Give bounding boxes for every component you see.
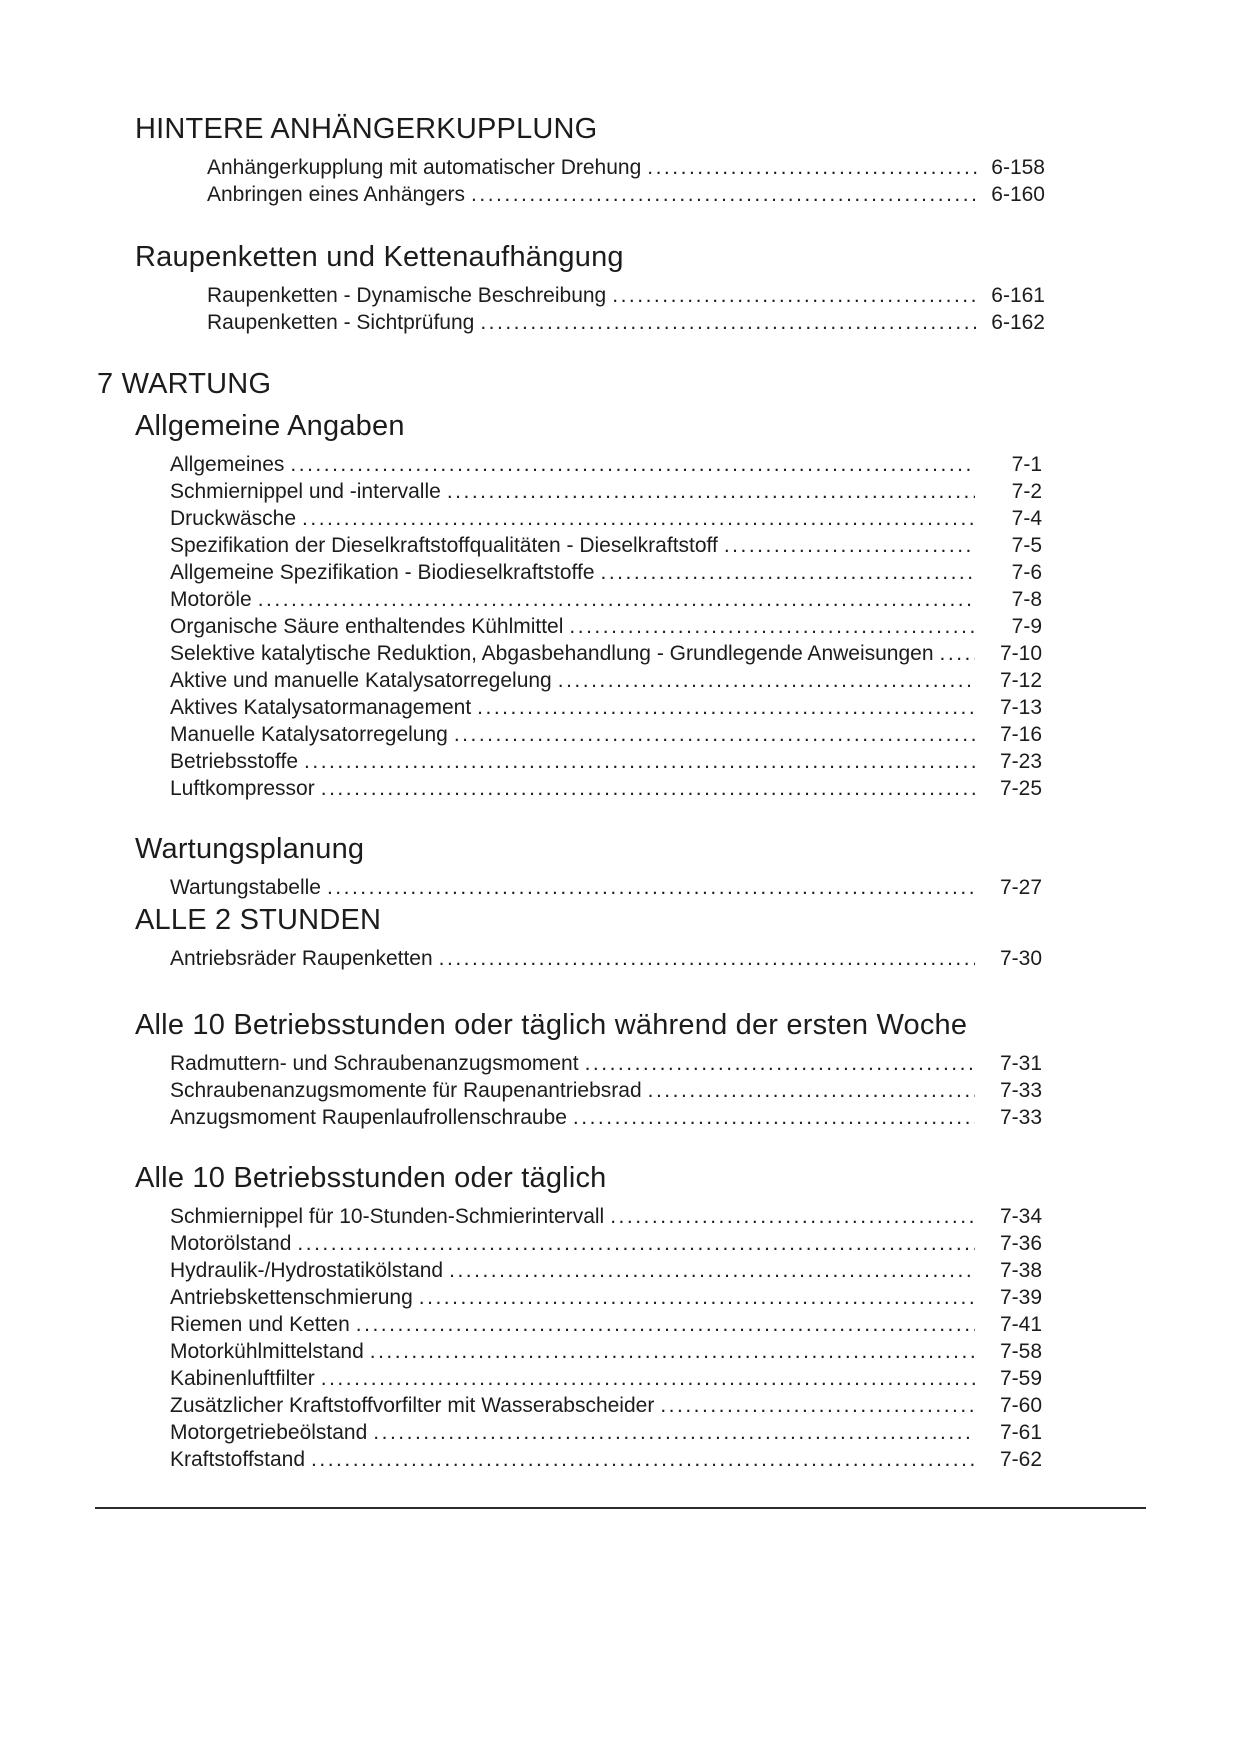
toc-entry-title: Schmiernippel und -intervalle — [170, 480, 441, 503]
toc-entry-title: Kraftstoffstand — [170, 1448, 306, 1471]
toc-entry-title: Motoröle — [170, 588, 252, 611]
section-heading: ALLE 2 STUNDEN — [135, 904, 382, 936]
dot-leader — [647, 154, 978, 181]
dot-leader — [569, 613, 975, 640]
toc-entry-page: 7-25 — [999, 777, 1042, 800]
toc-entry — [170, 1203, 1042, 1230]
toc-entry — [170, 451, 1042, 478]
section-entries — [170, 451, 1042, 802]
toc-entry — [170, 1419, 1042, 1446]
dot-leader — [477, 694, 975, 721]
section-entries — [170, 945, 1042, 972]
toc-entry — [170, 1311, 1042, 1338]
section-entries — [170, 1203, 1042, 1473]
dot-leader — [439, 945, 975, 972]
dot-leader — [311, 1446, 975, 1473]
section-heading: HINTERE ANHÄNGERKUPPLUNG — [135, 113, 598, 145]
dot-leader — [297, 1230, 975, 1257]
toc-entry — [170, 694, 1042, 721]
dot-leader — [419, 1284, 975, 1311]
toc-entry — [170, 586, 1042, 613]
toc-section — [0, 367, 1241, 401]
toc-entry-title: Hydraulik-/Hydrostatikölstand — [170, 1259, 444, 1282]
toc-entry-page: 7-41 — [999, 1313, 1042, 1336]
toc-entry-title: Antriebsräder Raupenketten — [170, 947, 433, 970]
toc-entry — [170, 874, 1042, 901]
toc-entry — [170, 775, 1042, 802]
dot-leader — [302, 505, 975, 532]
toc-entry-page: 7-10 — [999, 642, 1042, 665]
toc-entry-page: 7-5 — [1011, 534, 1042, 557]
toc-entry — [170, 1077, 1042, 1104]
toc-entry-title: Schraubenanzugsmomente für Raupenantriebsrad — [170, 1079, 642, 1102]
toc-entry — [207, 181, 1045, 208]
toc-entry-page: 7-13 — [999, 696, 1042, 719]
toc-entry — [170, 1446, 1042, 1473]
dot-leader — [648, 1077, 975, 1104]
section-entries — [170, 1050, 1042, 1131]
dot-leader — [447, 478, 975, 505]
dot-leader — [585, 1050, 975, 1077]
dot-leader — [558, 667, 975, 694]
dot-leader — [471, 181, 978, 208]
toc-entry-title: Radmuttern- und Schraubenanzugsmoment — [170, 1052, 579, 1075]
toc-section — [0, 1161, 1241, 1473]
toc-entry-title: Motorkühlmittelstand — [170, 1340, 364, 1363]
dot-leader — [724, 532, 975, 559]
toc-entry-title: Raupenketten - Dynamische Beschreibung — [207, 284, 607, 307]
toc-entry-title: Kabinenluftfilter — [170, 1367, 315, 1390]
toc-entry-title: Motorgetriebeölstand — [170, 1421, 368, 1444]
toc-entry-page: 7-30 — [999, 947, 1042, 970]
toc-entry-page: 7-4 — [1011, 507, 1042, 530]
toc-entry-title: Manuelle Katalysatorregelung — [170, 723, 448, 746]
footer-rule — [95, 1507, 1146, 1509]
dot-leader — [356, 1311, 975, 1338]
dot-leader — [610, 1203, 975, 1230]
toc-section — [0, 240, 1241, 336]
section-heading: Allgemeine Angaben — [135, 410, 405, 442]
section-entries — [207, 154, 1045, 208]
toc-entry — [170, 1365, 1042, 1392]
toc-entry-page: 6-162 — [991, 311, 1045, 334]
toc-entry — [170, 613, 1042, 640]
toc-entry-title: Zusätzlicher Kraftstoffvorfilter mit Wasserabscheider — [170, 1394, 655, 1417]
toc-entry-page: 6-160 — [991, 183, 1045, 206]
toc-entry-page: 7-62 — [999, 1448, 1042, 1471]
dot-leader — [321, 1365, 975, 1392]
toc-entry — [170, 1338, 1042, 1365]
toc-entry-title: Luftkompressor — [170, 777, 315, 800]
dot-leader — [449, 1257, 975, 1284]
toc-entry-page: 7-23 — [999, 750, 1042, 773]
toc-entry-title: Schmiernippel für 10-Stunden-Schmierintervall — [170, 1205, 605, 1228]
toc-entry-page: 7-33 — [999, 1106, 1042, 1129]
toc-entry-page: 7-31 — [999, 1052, 1042, 1075]
toc-entry — [170, 559, 1042, 586]
toc-entry-title: Raupenketten - Sichtprüfung — [207, 311, 475, 334]
toc-entry — [207, 309, 1045, 336]
toc-entry-page: 7-6 — [1011, 561, 1042, 584]
toc-entry-page: 7-36 — [999, 1232, 1042, 1255]
toc-entry-title: Anbringen eines Anhängers — [207, 183, 466, 206]
dot-leader — [612, 282, 978, 309]
toc-entry — [170, 532, 1042, 559]
toc-entry-page: 6-161 — [991, 284, 1045, 307]
toc-entry-title: Anhängerkupplung mit automatischer Drehung — [207, 156, 642, 179]
toc-entry — [170, 478, 1042, 505]
toc-entry — [170, 1230, 1042, 1257]
dot-leader — [258, 586, 975, 613]
toc-entry-title: Wartungstabelle — [170, 876, 321, 899]
toc-section — [0, 832, 1241, 901]
dot-leader — [573, 1104, 975, 1131]
dot-leader — [660, 1392, 975, 1419]
toc-entry-page: 7-34 — [999, 1205, 1042, 1228]
toc-entry — [170, 945, 1042, 972]
toc-entry-page: 7-2 — [1011, 480, 1042, 503]
toc-entry-page: 7-12 — [999, 669, 1042, 692]
toc-entry — [170, 667, 1042, 694]
toc-entry-page: 7-59 — [999, 1367, 1042, 1390]
toc-entry-title: Motorölstand — [170, 1232, 292, 1255]
section-heading: Alle 10 Betriebsstunden oder täglich — [135, 1162, 607, 1194]
toc-entry-page: 7-16 — [999, 723, 1042, 746]
toc-entry — [170, 505, 1042, 532]
toc-entry-title: Antriebskettenschmierung — [170, 1286, 413, 1309]
dot-leader — [327, 874, 975, 901]
toc-entry — [170, 748, 1042, 775]
toc-entry-title: Organische Säure enthaltendes Kühlmittel — [170, 615, 564, 638]
toc-entry-title: Aktive und manuelle Katalysatorregelung — [170, 669, 552, 692]
toc-entry-title: Riemen und Ketten — [170, 1313, 350, 1336]
toc-entry-page: 7-39 — [999, 1286, 1042, 1309]
toc-section — [0, 409, 1241, 802]
toc-entry-page: 7-27 — [999, 876, 1042, 899]
dot-leader — [373, 1419, 975, 1446]
toc-entry-page: 7-1 — [1011, 453, 1042, 476]
section-heading: Alle 10 Betriebsstunden oder täglich während der ersten Woche — [135, 1009, 968, 1041]
dot-leader — [370, 1338, 975, 1365]
section-heading: Raupenketten und Kettenaufhängung — [135, 241, 624, 273]
toc-entry-page: 6-158 — [991, 156, 1045, 179]
dot-leader — [940, 640, 975, 667]
toc-entry-page: 7-60 — [999, 1394, 1042, 1417]
chapter-heading: 7 WARTUNG — [97, 368, 272, 400]
dot-leader — [321, 775, 975, 802]
toc-entry-title: Spezifikation der Dieselkraftstoffqualitäten - Dieselkraftstoff — [170, 534, 718, 557]
toc-entry-title: Druckwäsche — [170, 507, 297, 530]
toc-entry — [170, 1050, 1042, 1077]
toc-entry-title: Allgemeines — [170, 453, 285, 476]
section-entries — [207, 282, 1045, 336]
toc-entry-title: Aktives Katalysatormanagement — [170, 696, 472, 719]
toc-entry — [170, 1104, 1042, 1131]
toc-section — [0, 903, 1241, 972]
toc-entry-page: 7-9 — [1011, 615, 1042, 638]
toc-entry — [170, 721, 1042, 748]
toc-entry — [170, 1392, 1042, 1419]
toc-section — [0, 1008, 1241, 1131]
toc-entry-title: Betriebsstoffe — [170, 750, 299, 773]
toc-entry-page: 7-58 — [999, 1340, 1042, 1363]
toc-entry — [170, 1284, 1042, 1311]
dot-leader — [480, 309, 978, 336]
toc-entry-title: Selektive katalytische Reduktion, Abgasbehandlung - Grundlegende Anweisungen — [170, 642, 934, 665]
toc-entry — [207, 154, 1045, 181]
toc-section — [0, 112, 1241, 208]
toc-entry — [207, 282, 1045, 309]
dot-leader — [454, 721, 975, 748]
toc-entry-page: 7-33 — [999, 1079, 1042, 1102]
section-entries — [170, 874, 1042, 901]
toc-entry-page: 7-38 — [999, 1259, 1042, 1282]
toc-entry-title: Allgemeine Spezifikation - Biodieselkraftstoffe — [170, 561, 595, 584]
dot-leader — [304, 748, 975, 775]
section-heading: Wartungsplanung — [135, 833, 365, 865]
dot-leader — [290, 451, 975, 478]
toc-entry-title: Anzugsmoment Raupenlaufrollenschraube — [170, 1106, 567, 1129]
toc-entry — [170, 640, 1042, 667]
toc-entry-page: 7-61 — [999, 1421, 1042, 1444]
toc-entry-page: 7-8 — [1011, 588, 1042, 611]
dot-leader — [601, 559, 975, 586]
toc-entry — [170, 1257, 1042, 1284]
